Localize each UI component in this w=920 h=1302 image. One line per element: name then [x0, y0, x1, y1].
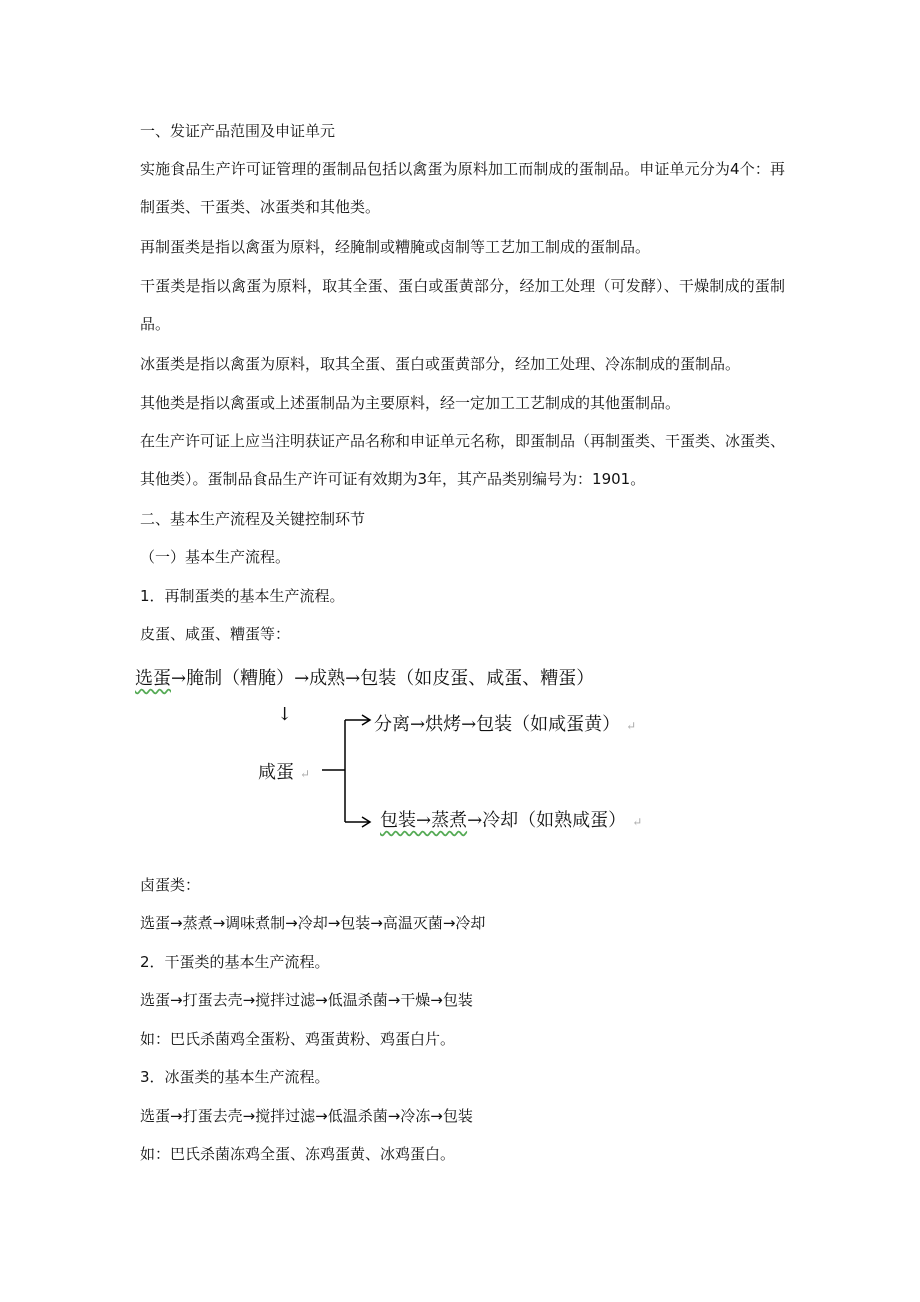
paragraph: 其他类是指以禽蛋或上述蛋制品为主要原料，经一定加工工艺制成的其他蛋制品。	[140, 394, 681, 412]
paragraph: 皮蛋、咸蛋、糟蛋等：	[140, 625, 291, 643]
subheading: 2．干蛋类的基本生产流程。	[140, 953, 330, 971]
paragraph: 冰蛋类是指以禽蛋为原料，取其全蛋、蛋白或蛋黄部分，经加工处理、冷冻制成的蛋制品。	[140, 355, 741, 373]
heading-1: 一、发证产品范围及申证单元	[140, 122, 336, 140]
flow-branch-2: 包装→蒸煮→冷却（如熟咸蛋） ↵	[380, 810, 643, 831]
paragraph: 在生产许可证上应当注明获证产品名称和申证单元名称，即蛋制品（再制蛋类、干蛋类、冰蛋类、其他类）。蛋制品食品生产许可证有效期为3年，其产品类别编号为：1901。	[140, 432, 786, 488]
subheading: 1．再制蛋类的基本生产流程。	[140, 587, 345, 605]
heading-2: 二、基本生产流程及关键控制环节	[140, 510, 366, 528]
paragraph: 选蛋→打蛋去壳→搅拌过滤→低温杀菌→干燥→包装	[140, 991, 473, 1009]
paragraph: 选蛋→打蛋去壳→搅拌过滤→低温杀菌→冷冻→包装	[140, 1107, 473, 1125]
subheading: （一）基本生产流程。	[140, 548, 291, 566]
paragraph: 如：巴氏杀菌鸡全蛋粉、鸡蛋黄粉、鸡蛋白片。	[140, 1030, 456, 1048]
subheading: 3．冰蛋类的基本生产流程。	[140, 1068, 330, 1086]
flow-branch-1: 分离→烘烤→包装（如咸蛋黄） ↵	[374, 714, 637, 735]
paragraph: 选蛋→蒸煮→调味煮制→冷却→包装→高温灭菌→冷却	[140, 914, 486, 932]
paragraph: 实施食品生产许可证管理的蛋制品包括以禽蛋为原料加工而制成的蛋制品。申证单元分为4个：再制蛋类、干蛋类、冰蛋类和其他类。	[140, 160, 785, 216]
flow-line-1: 选蛋→腌制（糟腌）→成熟→包装（如皮蛋、咸蛋、糟蛋）	[135, 668, 595, 689]
paragraph: 卤蛋类：	[140, 876, 201, 894]
down-arrow: ↓	[277, 704, 293, 725]
flow-node: 咸蛋 ↵	[258, 762, 311, 783]
paragraph: 干蛋类是指以禽蛋为原料，取其全蛋、蛋白或蛋黄部分，经加工处理（可发酵）、干燥制成的蛋制品。	[140, 277, 785, 333]
paragraph: 如：巴氏杀菌冻鸡全蛋、冻鸡蛋黄、冰鸡蛋白。	[140, 1145, 456, 1163]
paragraph: 再制蛋类是指以禽蛋为原料，经腌制或糟腌或卤制等工艺加工制成的蛋制品。	[140, 238, 651, 256]
